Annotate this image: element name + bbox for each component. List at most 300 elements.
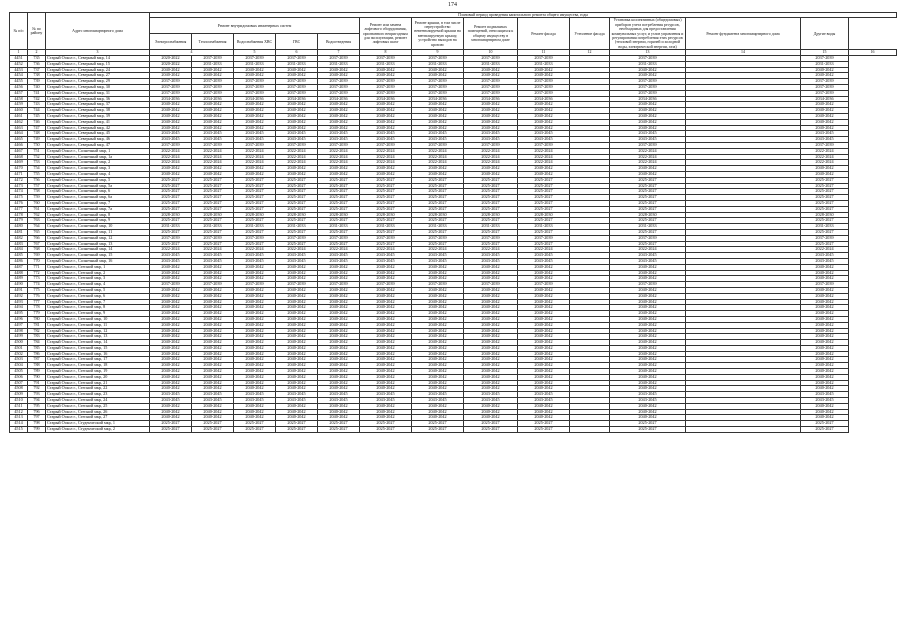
period-cell: 2040-2042 [610,67,686,73]
header-row-number: № п/п [10,13,28,50]
address-cell: Старый Оскол г., Степной мкр, 24 [46,398,150,404]
period-cell: 2043-2045 [276,131,318,137]
period-cell: 2040-2042 [610,403,686,409]
period-cell: 2043-2045 [150,131,192,137]
column-number-cell: 14 [686,50,801,56]
period-cell: 2025-2027 [801,183,849,189]
district-number-cell: 735 [28,56,46,62]
period-cell: 2040-2042 [464,276,518,282]
period-cell: 2025-2027 [518,229,570,235]
table-body [10,56,897,433]
period-cell: 2040-2042 [610,125,686,131]
address-cell: Старый Оскол г., Северный мкр, 36 [46,96,150,102]
period-cell: 2040-2042 [318,351,360,357]
period-cell: 2040-2042 [610,340,686,346]
period-cell: 2022-2024 [276,160,318,166]
period-cell: 2040-2042 [518,73,570,79]
period-cell: 2031-2033 [192,61,234,67]
district-number-cell: 751 [28,148,46,154]
period-cell: 2040-2042 [464,403,518,409]
period-cell: 2028-2030 [360,212,412,218]
period-cell: 2022-2024 [192,154,234,160]
period-cell: 2037-2039 [518,90,570,96]
period-cell: 2025-2027 [412,189,464,195]
period-cell: 2025-2027 [360,177,412,183]
district-number-cell: 743 [28,102,46,108]
period-cell: 2040-2042 [610,311,686,317]
period-cell: 2025-2027 [234,218,276,224]
period-cell: 2040-2042 [234,287,276,293]
period-cell: 2040-2042 [518,311,570,317]
period-cell: 2031-2033 [610,61,686,67]
period-cell: 2025-2027 [276,229,318,235]
district-number-cell: 797 [28,415,46,421]
period-cell: 2040-2042 [234,316,276,322]
period-cell: 2040-2042 [276,108,318,114]
district-number-cell: 763 [28,218,46,224]
period-cell: 2037-2039 [801,282,849,288]
period-cell: 2043-2045 [276,137,318,143]
period-cell: 2040-2042 [412,108,464,114]
period-cell: 2043-2045 [412,392,464,398]
row-number-cell: 4460 [10,108,28,114]
district-number-cell: 783 [28,334,46,340]
period-cell: 2040-2042 [276,409,318,415]
period-cell: 2037-2039 [412,85,464,91]
period-cell: 2037-2039 [192,56,234,62]
column-number-cell: 7 [318,50,360,56]
period-cell: 2040-2042 [518,322,570,328]
period-cell: 2040-2042 [150,345,192,351]
period-cell: 2037-2039 [276,235,318,241]
period-cell: 2022-2024 [610,148,686,154]
row-number-cell: 4512 [10,409,28,415]
period-cell: 2022-2024 [412,154,464,160]
period-cell: 2031-2033 [464,224,518,230]
period-cell: 2040-2042 [318,369,360,375]
district-number-cell: 792 [28,386,46,392]
period-cell: 2043-2045 [276,398,318,404]
period-cell: 2025-2027 [192,177,234,183]
period-cell: 2034-2036 [276,96,318,102]
period-cell: 2043-2045 [464,392,518,398]
period-cell: 2040-2042 [518,409,570,415]
period-cell: 2025-2027 [234,189,276,195]
repair-schedule-table [9,12,897,433]
period-cell: 2040-2042 [610,299,686,305]
address-cell: Старый Оскол г., Степной мкр, 1 [46,264,150,270]
period-cell: 2040-2042 [610,409,686,415]
period-cell: 2040-2042 [801,270,849,276]
period-cell: 2040-2042 [150,334,192,340]
period-cell: 2040-2042 [360,287,412,293]
column-number-cell: 16 [849,50,897,56]
row-number-cell: 4513 [10,415,28,421]
address-cell: Старый Оскол г., Северный мкр, 30 [46,85,150,91]
period-cell: 2025-2027 [276,183,318,189]
district-number-cell: 754 [28,166,46,172]
period-cell: 2040-2042 [234,369,276,375]
period-cell: 2043-2045 [610,253,686,259]
period-cell: 2040-2042 [318,380,360,386]
period-cell: 2025-2027 [150,206,192,212]
period-cell: 2043-2045 [234,131,276,137]
address-cell: Старый Оскол г., Степной мкр, 6 [46,293,150,299]
period-cell: 2034-2036 [518,96,570,102]
district-number-cell: 753 [28,160,46,166]
row-number-cell: 4492 [10,293,28,299]
period-cell: 2028-2030 [412,212,464,218]
period-cell: 2028-2030 [464,212,518,218]
header-electricity: Электроснабжения [150,34,192,50]
period-cell: 2040-2042 [318,166,360,172]
district-number-cell: 794 [28,398,46,404]
period-cell: 2025-2027 [801,421,849,427]
district-number-cell: 773 [28,276,46,282]
period-cell: 2040-2042 [192,305,234,311]
district-number-cell: 768 [28,247,46,253]
period-cell: 2040-2042 [801,119,849,125]
period-cell: 2040-2042 [412,374,464,380]
period-cell: 2040-2042 [150,357,192,363]
period-cell: 2040-2042 [360,102,412,108]
period-cell: 2022-2024 [234,154,276,160]
period-cell [570,427,610,433]
row-number-cell: 4509 [10,392,28,398]
period-cell: 2022-2024 [412,160,464,166]
period-cell: 2040-2042 [360,351,412,357]
period-cell: 2040-2042 [518,305,570,311]
period-cell: 2040-2042 [412,363,464,369]
period-cell: 2040-2042 [276,328,318,334]
period-cell: 2040-2042 [318,334,360,340]
period-cell: 2025-2027 [801,206,849,212]
period-cell: 2043-2045 [464,131,518,137]
period-cell: 2037-2039 [318,56,360,62]
period-cell: 2040-2042 [192,270,234,276]
period-cell: 2022-2024 [360,160,412,166]
period-cell: 2022-2024 [610,247,686,253]
address-cell: Старый Оскол г., Степной мкр, 22 [46,386,150,392]
period-cell: 2040-2042 [360,119,412,125]
period-cell: 2040-2042 [518,125,570,131]
row-number-cell: 4484 [10,247,28,253]
period-cell: 2040-2042 [610,264,686,270]
period-cell: 2040-2042 [192,415,234,421]
period-cell: 2037-2039 [360,143,412,149]
district-number-cell: 795 [28,403,46,409]
district-number-cell: 798 [28,421,46,427]
district-number-cell: 770 [28,258,46,264]
period-cell: 2040-2042 [360,340,412,346]
address-cell: Старый Оскол г., Степной мкр, 5 [46,287,150,293]
address-cell: Старый Оскол г., Солнечный мкр, 5а [46,183,150,189]
period-cell: 2040-2042 [150,171,192,177]
row-number-cell: 4504 [10,363,28,369]
period-cell: 2037-2039 [360,90,412,96]
period-cell: 2037-2039 [610,235,686,241]
district-number-cell: 737 [28,67,46,73]
period-cell: 2040-2042 [412,119,464,125]
period-cell: 2040-2042 [150,311,192,317]
address-cell: Старый Оскол г., Солнечный мкр, 13 [46,241,150,247]
period-cell: 2028-2030 [801,212,849,218]
header-metering-devices: Установка коллективных (общедомовых) приборов учета потребления ресурсов, необходимых для предоставления коммунальных услуг, и узлов управления и регулирования потребления этих ресурсов (тепловой энергии, горячей и холодной воды, электрической энергии, газа) [610,18,686,50]
period-cell: 2043-2045 [801,398,849,404]
period-cell: 2022-2024 [234,148,276,154]
period-cell: 2040-2042 [276,357,318,363]
period-cell: 2040-2042 [234,114,276,120]
period-cell: 2040-2042 [464,351,518,357]
district-number-cell: 793 [28,392,46,398]
period-cell: 2028-2030 [192,212,234,218]
address-cell: Старый Оскол г., Студенческий мкр, 1 [46,421,150,427]
period-cell: 2040-2042 [192,102,234,108]
row-number-cell: 4481 [10,229,28,235]
period-cell: 2022-2024 [318,247,360,253]
address-cell: Старый Оскол г., Степной мкр, 8 [46,305,150,311]
period-cell: 2040-2042 [192,311,234,317]
address-cell: Старый Оскол г., Солнечный мкр, 5 [46,177,150,183]
period-cell: 2037-2039 [360,56,412,62]
period-cell: 2025-2027 [610,189,686,195]
period-cell: 2040-2042 [276,345,318,351]
period-cell: 2040-2042 [518,67,570,73]
period-cell: 2040-2042 [192,73,234,79]
period-cell: 2040-2042 [801,311,849,317]
period-cell: 2025-2027 [234,195,276,201]
period-cell: 2025-2027 [276,218,318,224]
period-cell: 2025-2027 [464,229,518,235]
period-cell: 2040-2042 [801,299,849,305]
period-cell: 2040-2042 [318,322,360,328]
period-cell: 2025-2027 [610,218,686,224]
period-cell: 2025-2027 [464,183,518,189]
period-cell: 2040-2042 [192,166,234,172]
period-cell: 2034-2036 [801,96,849,102]
period-cell: 2040-2042 [412,311,464,317]
period-cell: 2025-2027 [518,200,570,206]
period-cell: 2040-2042 [464,316,518,322]
period-cell: 2040-2042 [192,386,234,392]
period-cell: 2040-2042 [464,287,518,293]
period-cell: 2025-2027 [150,177,192,183]
period-cell: 2040-2042 [464,345,518,351]
period-cell: 2031-2033 [801,224,849,230]
period-cell: 2022-2024 [360,247,412,253]
period-cell: 2040-2042 [150,73,192,79]
period-cell: 2025-2027 [801,177,849,183]
district-number-cell: 786 [28,351,46,357]
address-cell: Старый Оскол г., Северный мкр, 38 [46,108,150,114]
period-cell: 2034-2036 [360,96,412,102]
period-cell: 2022-2024 [150,160,192,166]
period-cell: 2031-2033 [412,61,464,67]
period-cell: 2040-2042 [801,171,849,177]
period-cell: 2022-2024 [518,160,570,166]
period-cell: 2040-2042 [464,415,518,421]
period-cell: 2040-2042 [234,322,276,328]
row-number-cell: 4467 [10,148,28,154]
period-cell: 2025-2027 [318,177,360,183]
period-cell: 2040-2042 [518,351,570,357]
period-cell: 2040-2042 [610,119,686,125]
period-cell: 2040-2042 [234,171,276,177]
period-cell: 2043-2045 [610,258,686,264]
period-cell: 2043-2045 [610,137,686,143]
period-cell: 2025-2027 [234,241,276,247]
period-cell: 2037-2039 [150,90,192,96]
address-cell: Старый Оскол г., Степной мкр, 15 [46,345,150,351]
period-cell: 2043-2045 [192,137,234,143]
header-roof-repair: Ремонт крыши, в том числе переустройство невентилируемой крыши на вентилируемую крышу, устройство выходов на кровлю [412,18,464,50]
header-drainage: Водоотведения [318,34,360,50]
period-cell: 2031-2033 [464,61,518,67]
period-cell: 2037-2039 [412,56,464,62]
period-cell: 2043-2045 [150,258,192,264]
district-number-cell: 746 [28,119,46,125]
period-cell: 2040-2042 [276,264,318,270]
district-number-cell: 740 [28,85,46,91]
period-cell: 2040-2042 [610,108,686,114]
period-cell: 2040-2042 [360,316,412,322]
district-number-cell: 765 [28,229,46,235]
period-cell: 2040-2042 [412,369,464,375]
period-cell: 2040-2042 [150,340,192,346]
period-cell: 2040-2042 [610,345,686,351]
row-number-cell: 4494 [10,305,28,311]
period-cell: 2040-2042 [234,73,276,79]
period-cell: 2040-2042 [412,351,464,357]
period-cell: 2040-2042 [518,403,570,409]
period-cell: 2022-2024 [801,247,849,253]
table-row [10,427,897,433]
column-number-cell: 6 [276,50,318,56]
period-cell: 2025-2027 [464,427,518,433]
district-number-cell: 780 [28,316,46,322]
address-cell: Старый Оскол г., Солнечный мкр, 15 [46,253,150,259]
address-cell: Старый Оскол г., Солнечный мкр, 8 [46,212,150,218]
period-cell: 2040-2042 [360,67,412,73]
period-cell: 2022-2024 [234,160,276,166]
period-cell: 2037-2039 [610,90,686,96]
period-cell: 2040-2042 [234,108,276,114]
period-cell: 2022-2024 [150,247,192,253]
period-cell: 2043-2045 [234,258,276,264]
period-cell: 2040-2042 [464,322,518,328]
header-internal-networks: Ремонт внутридомовых инженерных систем [150,18,360,34]
period-cell: 2025-2027 [360,183,412,189]
period-cell: 2020-2022 [150,56,192,62]
period-cell: 2040-2042 [276,340,318,346]
period-cell: 2040-2042 [412,415,464,421]
row-number-cell: 4507 [10,380,28,386]
period-cell: 2037-2039 [234,282,276,288]
district-number-cell: 776 [28,293,46,299]
period-cell: 2022-2024 [464,247,518,253]
period-cell: 2025-2027 [192,218,234,224]
period-cell: 2037-2039 [801,79,849,85]
period-cell: 2043-2045 [412,253,464,259]
period-cell: 2040-2042 [464,369,518,375]
period-cell: 2037-2039 [234,56,276,62]
period-cell: 2040-2042 [150,322,192,328]
period-cell: 2040-2042 [412,125,464,131]
period-cell: 2040-2042 [412,316,464,322]
period-cell: 2025-2027 [318,189,360,195]
period-cell: 2025-2027 [360,229,412,235]
period-cell: 2040-2042 [610,351,686,357]
period-cell: 2040-2042 [318,311,360,317]
period-cell: 2040-2042 [276,119,318,125]
period-cell: 2040-2042 [234,380,276,386]
period-cell: 2037-2039 [192,235,234,241]
address-cell: Старый Оскол г., Солнечный мкр, 16 [46,258,150,264]
period-cell: 2025-2027 [518,183,570,189]
period-cell: 2031-2033 [518,61,570,67]
period-cell: 2040-2042 [801,403,849,409]
period-cell: 2043-2045 [192,131,234,137]
period-cell: 2037-2039 [518,235,570,241]
period-cell: 2025-2027 [318,427,360,433]
period-cell: 2031-2033 [318,61,360,67]
address-cell: Старый Оскол г., Северный мкр, 24 [46,67,150,73]
period-cell: 2043-2045 [318,392,360,398]
address-cell: Старый Оскол г., Степной мкр, 17 [46,357,150,363]
period-cell: 2040-2042 [318,108,360,114]
row-number-cell: 4452 [10,61,28,67]
period-cell: 2040-2042 [518,357,570,363]
period-cell: 2022-2024 [518,247,570,253]
period-cell: 2040-2042 [610,305,686,311]
address-cell: Старый Оскол г., Северный мкр, 42 [46,125,150,131]
row-number-cell: 4485 [10,253,28,259]
period-cell: 2040-2042 [192,264,234,270]
period-cell: 2043-2045 [276,392,318,398]
period-cell: 2031-2033 [150,224,192,230]
period-cell: 2040-2042 [234,357,276,363]
period-cell: 2043-2045 [192,258,234,264]
period-cell: 2037-2039 [234,79,276,85]
column-number-cell: 8 [360,50,412,56]
period-cell: 2034-2036 [464,96,518,102]
period-cell: 2022-2024 [150,154,192,160]
period-cell: 2043-2045 [518,137,570,143]
address-cell: Старый Оскол г., Северный мкр, 31 [46,90,150,96]
address-cell: Старый Оскол г., Северный мкр, 47 [46,143,150,149]
column-number-cell: 11 [518,50,570,56]
period-cell: 2037-2039 [150,235,192,241]
row-number-cell: 4511 [10,403,28,409]
period-cell: 2043-2045 [276,253,318,259]
period-cell: 2040-2042 [192,374,234,380]
period-cell: 2040-2042 [276,171,318,177]
period-cell: 2025-2027 [234,177,276,183]
column-number-cell: 2 [28,50,46,56]
period-cell: 2028-2030 [150,212,192,218]
period-cell: 2022-2024 [610,160,686,166]
period-cell: 2040-2042 [318,415,360,421]
row-number-cell: 4490 [10,282,28,288]
period-cell: 2040-2042 [234,409,276,415]
period-cell: 2040-2042 [360,415,412,421]
row-number-cell: 4461 [10,114,28,120]
period-cell: 2040-2042 [318,316,360,322]
period-cell: 2040-2042 [150,369,192,375]
period-cell: 2043-2045 [518,398,570,404]
period-cell: 2040-2042 [276,299,318,305]
period-cell: 2040-2042 [801,293,849,299]
